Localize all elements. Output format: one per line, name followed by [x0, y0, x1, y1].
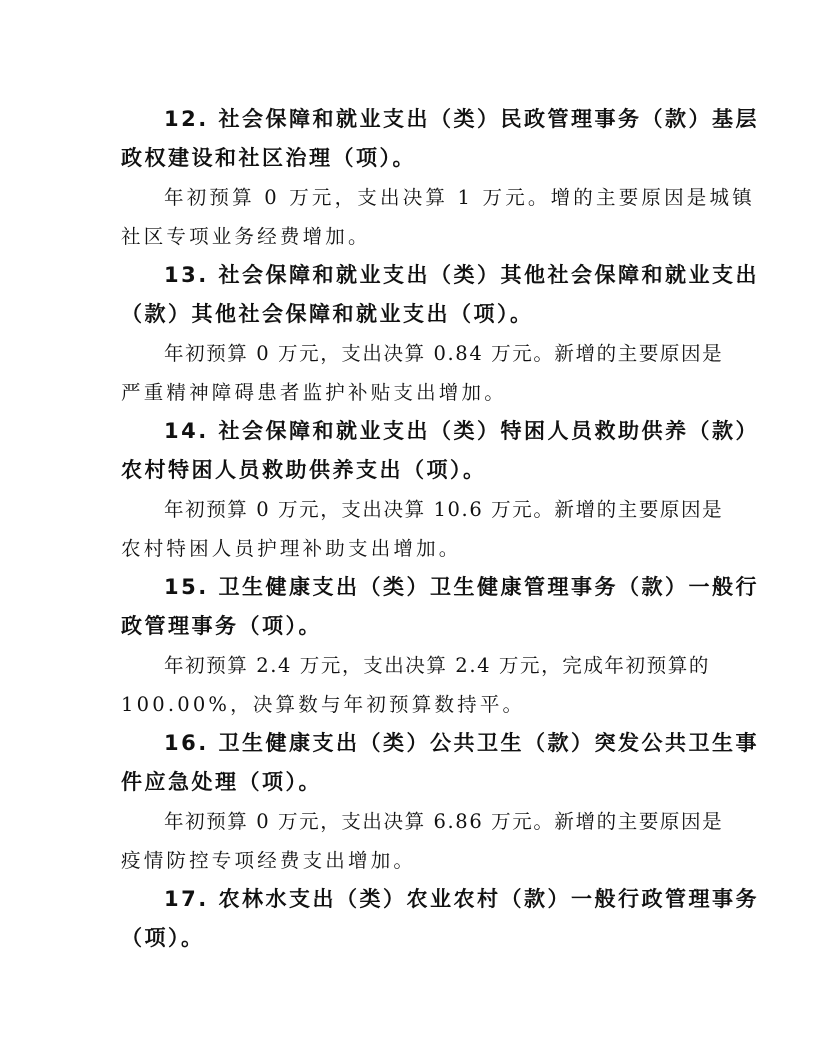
- section-body: 农村特困人员护理补助支出增加。: [121, 537, 462, 560]
- section-body: 年初预算 0 万元，支出决算 0.84 万元。新增的主要原因是: [164, 342, 724, 365]
- section-heading: 15. 卫生健康支出（类）卫生健康管理事务（款）一般行: [164, 575, 760, 599]
- section-body: 年初预算 0 万元，支出决算 1 万元。增的主要原因是城镇: [164, 186, 755, 209]
- section-12: [121, 100, 760, 256]
- section-heading: 14. 社会保障和就业支出（类）特困人员救助供养（款）: [164, 419, 760, 443]
- section-13: [121, 256, 760, 412]
- section-heading: （款）其他社会保障和就业支出（项）。: [121, 302, 534, 326]
- section-15: [121, 568, 760, 724]
- section-body: 年初预算 0 万元，支出决算 6.86 万元。新增的主要原因是: [164, 810, 724, 833]
- section-heading: 农村特困人员救助供养支出（项）。: [121, 458, 487, 482]
- document-body: [121, 100, 760, 958]
- section-heading: 件应急处理（项）。: [121, 770, 322, 794]
- section-heading: 17. 农林水支出（类）农业农村（款）一般行政管理事务: [164, 887, 760, 911]
- section-body: 疫情防控专项经费支出增加。: [121, 849, 417, 872]
- section-body: 100.00%，决算数与年初预算数持平。: [121, 693, 526, 716]
- section-body: 年初预算 2.4 万元，支出决算 2.4 万元，完成年初预算的: [164, 654, 710, 677]
- section-body: 年初预算 0 万元，支出决算 10.6 万元。新增的主要原因是: [164, 498, 724, 521]
- section-heading: 12. 社会保障和就业支出（类）民政管理事务（款）基层: [164, 107, 760, 131]
- section-body: 社区专项业务经费增加。: [121, 225, 371, 248]
- section-body: 严重精神障碍患者监护补贴支出增加。: [121, 381, 507, 404]
- section-17: [121, 880, 760, 958]
- section-heading: （项）。: [121, 926, 205, 950]
- section-16: [121, 724, 760, 880]
- section-heading: 政权建设和社区治理（项）。: [121, 146, 416, 170]
- section-14: [121, 412, 760, 568]
- section-heading: 13. 社会保障和就业支出（类）其他社会保障和就业支出: [164, 263, 760, 287]
- section-heading: 16. 卫生健康支出（类）公共卫生（款）突发公共卫生事: [164, 731, 760, 755]
- section-heading: 政管理事务（项）。: [121, 614, 322, 638]
